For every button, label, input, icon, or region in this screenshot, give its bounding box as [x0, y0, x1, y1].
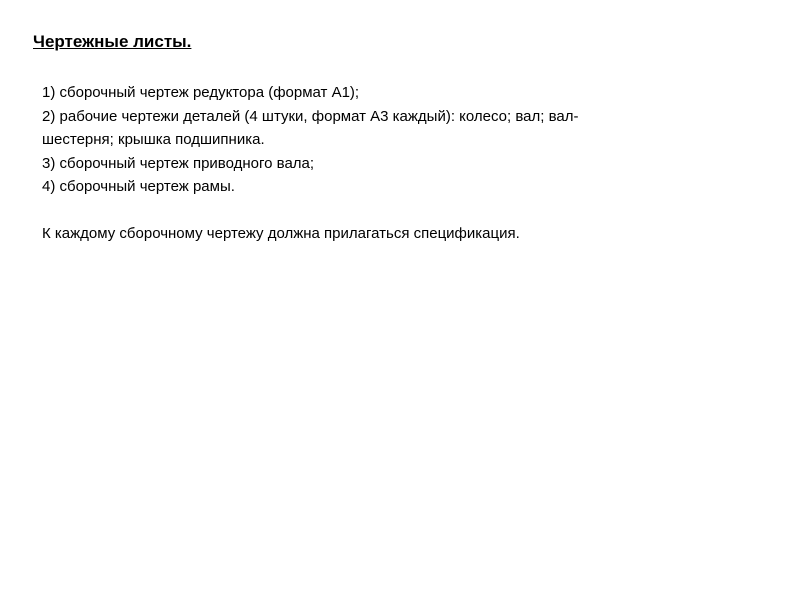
- drawing-list-line-4: 4) сборочный чертеж рамы.: [42, 178, 235, 195]
- drawing-list-line-3: 3) сборочный чертеж приводного вала;: [42, 154, 315, 172]
- blank-line: [42, 199, 772, 223]
- drawing-list-line-2-continued: шестерня; крышка подшипника.: [42, 131, 265, 148]
- specification-note: К каждому сборочному чертежу должна прилагаться спецификация.: [42, 225, 520, 242]
- drawing-list-line-2: 2) рабочие чертежи деталей (4 штуки, формат А3 каждый): колесо; вал; вал-: [42, 107, 579, 125]
- page-title: Чертежные листы.: [33, 32, 192, 51]
- drawing-list-line-1: 1) сборочный чертеж редуктора (формат А1);: [42, 84, 360, 101]
- drawing-sheets-list: [42, 81, 772, 246]
